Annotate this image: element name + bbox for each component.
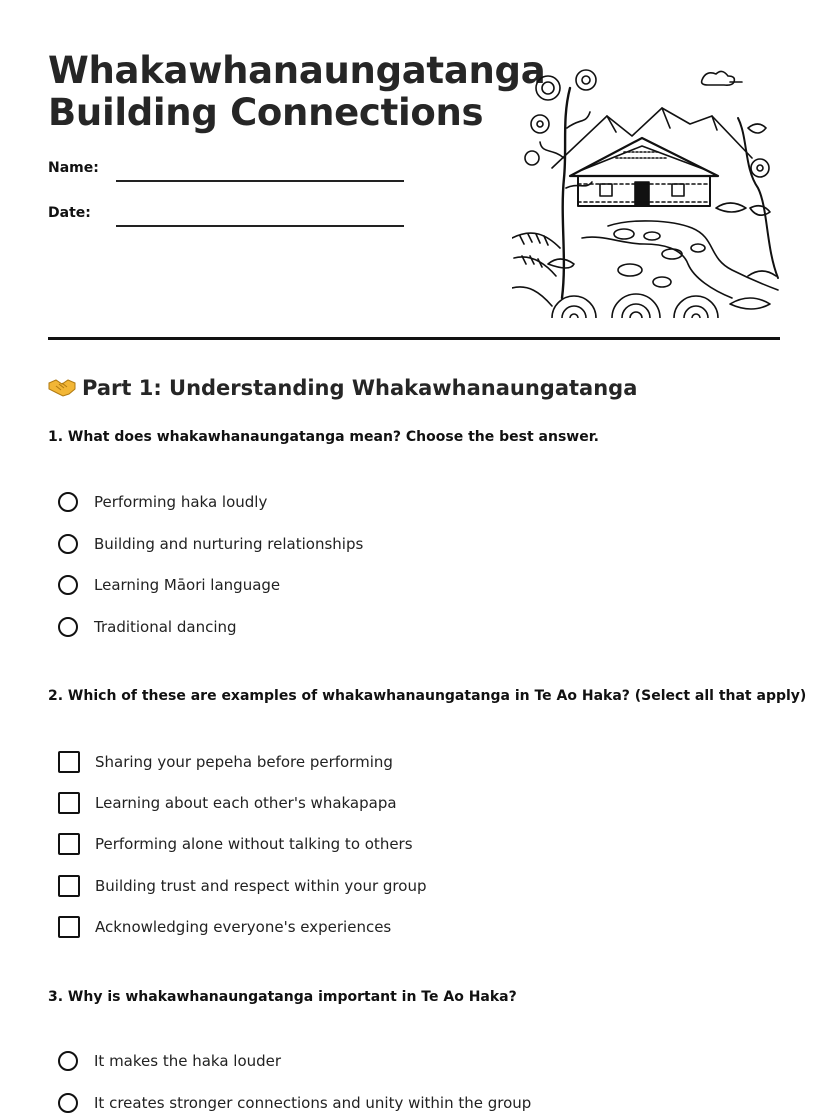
- checkbox[interactable]: [58, 833, 80, 855]
- q3-option-2[interactable]: [58, 1091, 531, 1115]
- q1-option-4-label: Traditional dancing: [94, 618, 237, 636]
- date-label: Date:: [48, 205, 91, 221]
- part1-heading-text: Part 1: Understanding Whakawhanaungatanga: [82, 376, 638, 400]
- worksheet-title: [48, 50, 545, 134]
- q2-option-5-label: Acknowledging everyone's experiences: [95, 918, 392, 936]
- radio-button[interactable]: [58, 1093, 78, 1113]
- q2-option-2-label: Learning about each other's whakapapa: [95, 794, 397, 812]
- question-2: 2. Which of these are examples of whakawhanaungatanga in Te Ao Haka? (Select all that apply): [48, 688, 807, 704]
- q1-option-1-label: Performing haka loudly: [94, 493, 268, 511]
- q1-option-4[interactable]: [58, 615, 237, 639]
- q1-option-3[interactable]: [58, 573, 280, 597]
- radio-button[interactable]: [58, 617, 78, 637]
- question-1: 1. What does whakawhanaungatanga mean? Choose the best answer.: [48, 429, 599, 445]
- radio-button[interactable]: [58, 492, 78, 512]
- q2-option-1-label: Sharing your pepeha before performing: [95, 753, 393, 771]
- q3-option-2-label: It creates stronger connections and unity within the group: [94, 1094, 532, 1112]
- marae-landscape-illustration: [512, 58, 780, 318]
- q1-option-2-label: Building and nurturing relationships: [94, 535, 364, 553]
- radio-button[interactable]: [58, 575, 78, 595]
- part1-heading: [48, 376, 637, 400]
- q1-option-3-label: Learning Māori language: [94, 576, 281, 594]
- question-3: 3. Why is whakawhanaungatanga important in Te Ao Haka?: [48, 989, 517, 1005]
- q3-option-1[interactable]: [58, 1049, 281, 1073]
- q1-option-1[interactable]: [58, 490, 267, 514]
- q2-option-3-label: Performing alone without talking to others: [95, 835, 413, 853]
- q3-option-1-label: It makes the haka louder: [94, 1052, 282, 1070]
- title-line-1: Whakawhanaungatanga: [48, 49, 546, 92]
- checkbox[interactable]: [58, 916, 80, 938]
- checkbox[interactable]: [58, 751, 80, 773]
- title-line-2: Building Connections: [48, 91, 484, 134]
- q2-option-4[interactable]: [58, 874, 426, 898]
- q1-option-2[interactable]: [58, 532, 363, 556]
- checkbox[interactable]: [58, 875, 80, 897]
- q2-option-1[interactable]: [58, 750, 393, 774]
- q2-option-5[interactable]: [58, 915, 391, 939]
- handshake-icon: [48, 377, 76, 397]
- q2-option-3[interactable]: [58, 832, 413, 856]
- checkbox[interactable]: [58, 792, 80, 814]
- name-field[interactable]: [116, 180, 404, 182]
- q2-option-4-label: Building trust and respect within your group: [95, 877, 427, 895]
- q2-option-2[interactable]: [58, 791, 397, 815]
- date-field[interactable]: [116, 225, 404, 227]
- header-divider: [48, 337, 780, 340]
- name-label: Name:: [48, 160, 99, 176]
- radio-button[interactable]: [58, 1051, 78, 1071]
- radio-button[interactable]: [58, 534, 78, 554]
